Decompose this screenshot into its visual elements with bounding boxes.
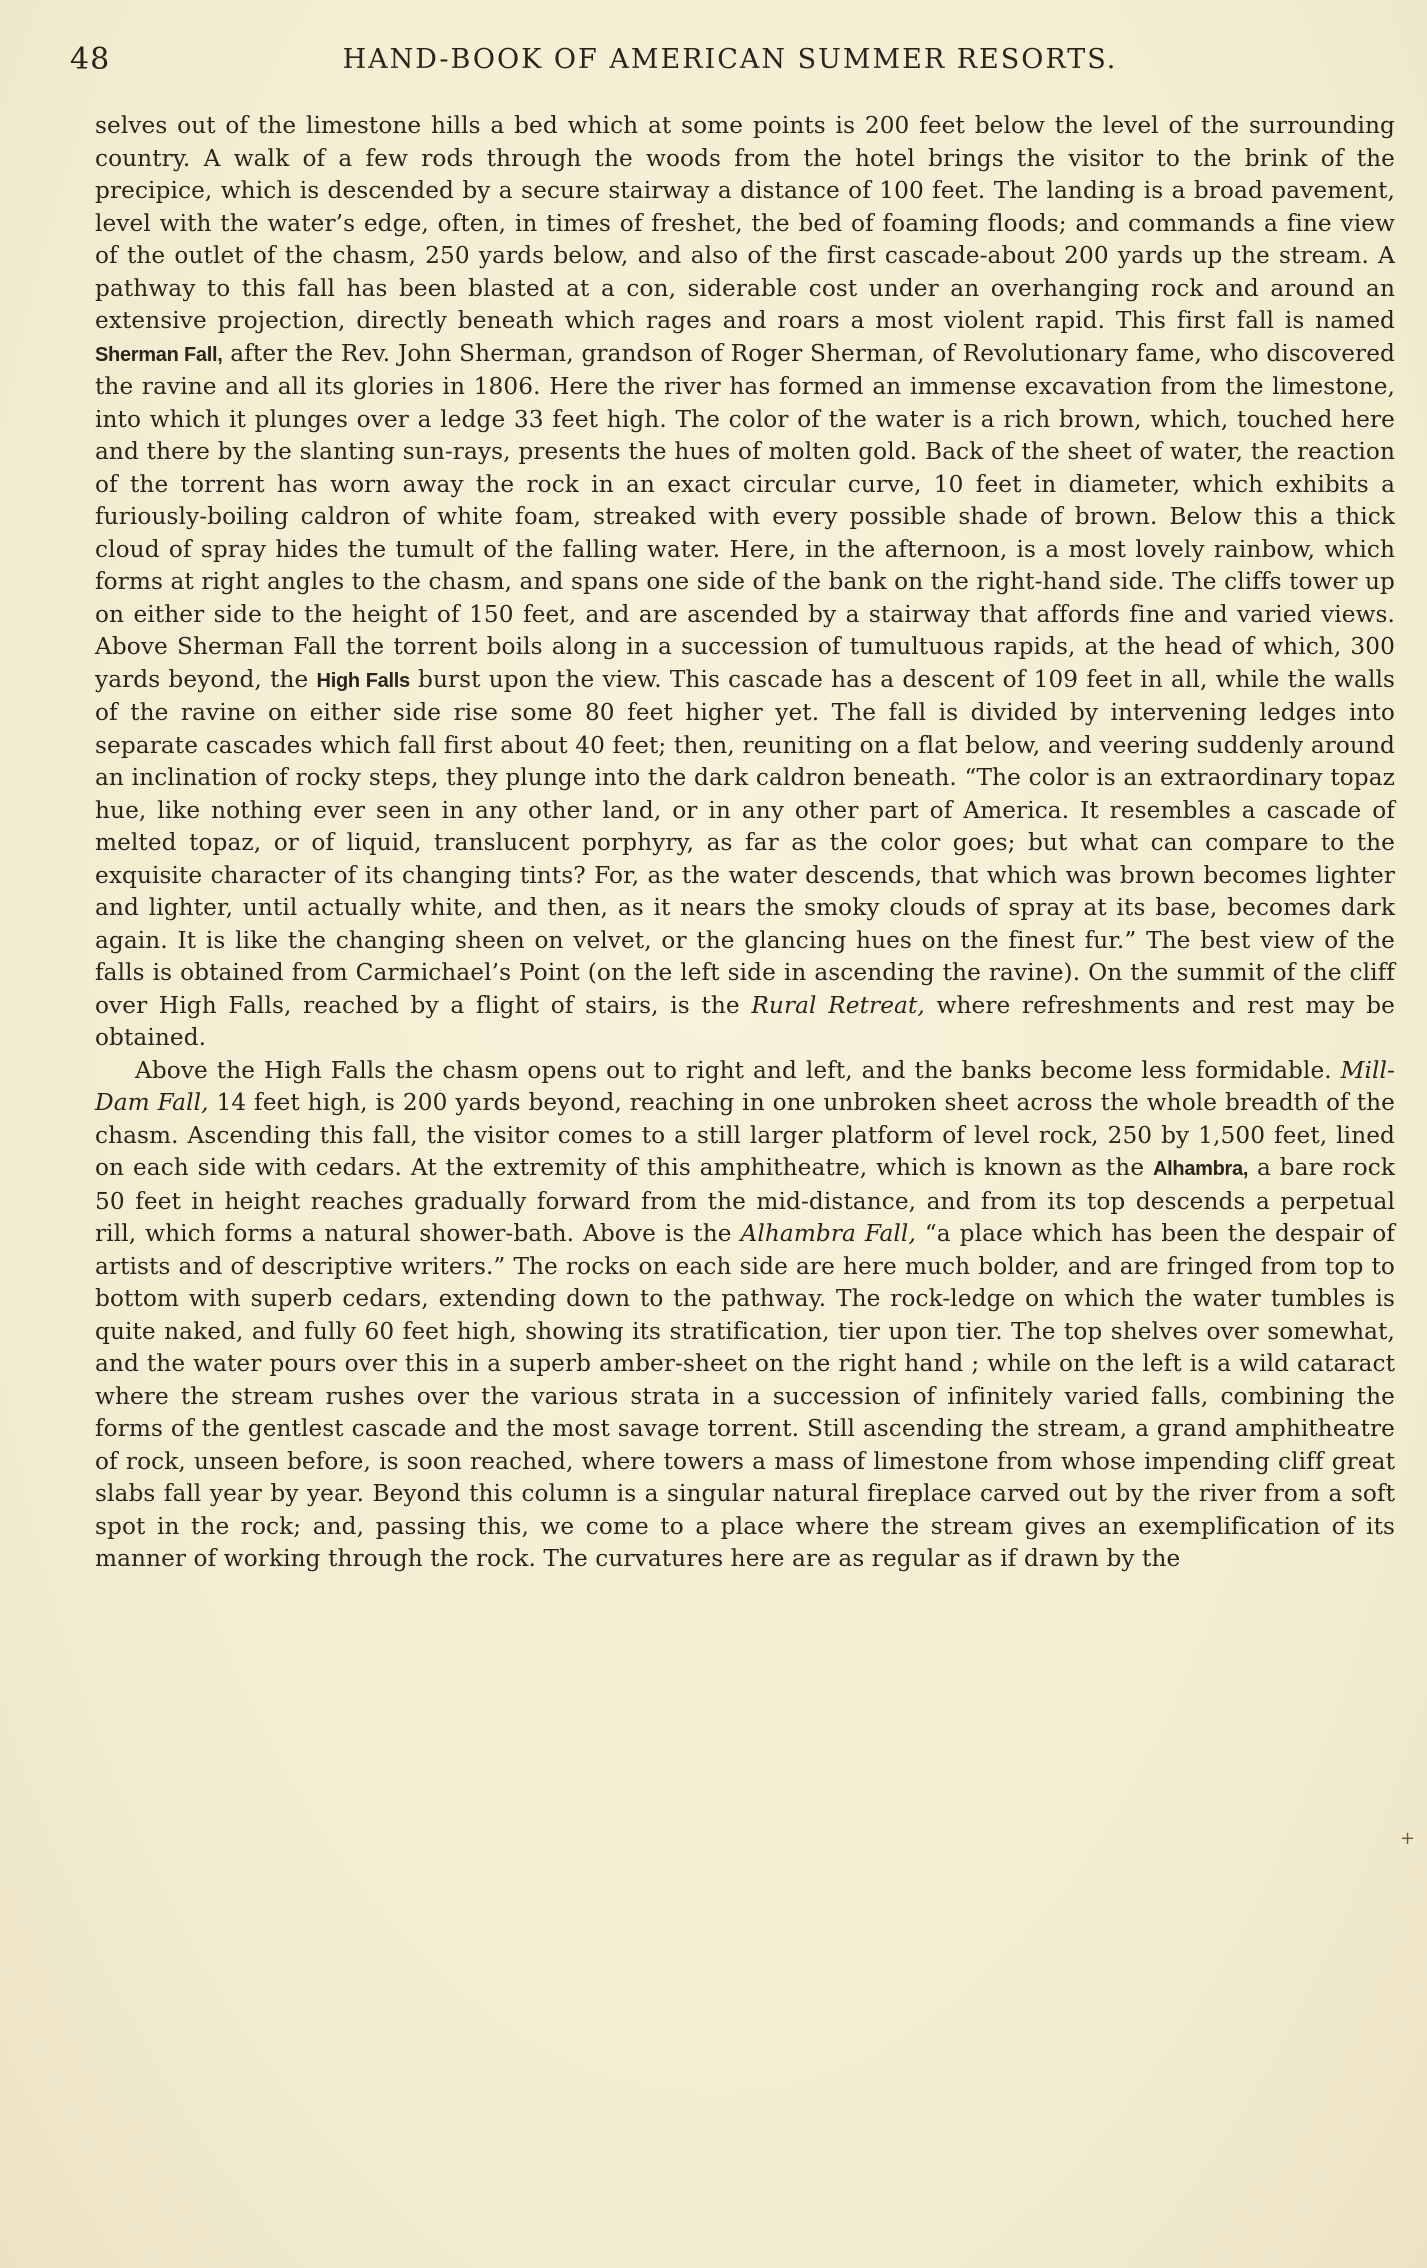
body-text <box>95 110 1395 1576</box>
text-run: 14 feet high, is 200 yards beyond, reaching in one unbroken sheet across the whole breadth of the chasm. Ascending this fall, the visitor comes to a still larger platform of level rock, 250 by 1,500 feet, lined on each side with cedars. At the extremity of this amphitheatre, which is known as the <box>95 1089 1395 1181</box>
margin-mark: + <box>1400 1828 1416 1849</box>
paragraph <box>95 110 1395 1055</box>
emphasized-name: Rural Retreat, <box>751 991 925 1019</box>
text-run: after the Rev. John Sherman, grandson of Roger Sherman, of Revolutionary fame, who discovered the ravine and all its glories in 1806. Here the river has formed an immense excavation from the limestone, into which it plunges over a ledge 33 feet high. The color of the water is a rich brown, which, touched here and there by the slanting sun-rays, presents the hues of molten gold. Back of the sheet of water, the reaction of the torrent has worn away the rock in an exact circular curve, 10 feet in diameter, which exhibits a furiously-boiling caldron of white foam, streaked with every possible shade of brown. Below this a thick cloud of spray hides the tumult of the falling water. Here, in the afternoon, is a most lovely rainbow, which forms at right angles to the chasm, and spans one side of the bank on the right-hand side. The cliffs tower up on either side to the height of 150 feet, and are ascended by a stairway that affords fine and varied views. Above Sherman Fall the torrent boils along in a succession of tumultuous rapids, at the head of which, 300 yards beyond, the <box>95 339 1395 693</box>
place-name: Sherman Fall, <box>95 343 223 366</box>
emphasized-name: Alhambra Fall, <box>740 1220 916 1247</box>
paragraph <box>95 1055 1395 1576</box>
text-run: “a place which has been the despair of artists and of descriptive writers.” The rocks on each side are here much bolder, and are fringed from top to bottom with superb cedars, extending down to the pathway. The rock-ledge on which the water tumbles is quite naked, and fully 60 feet high, showing its stratification, tier upon tier. The top shelves over somewhat, and the water pours over this in a superb amber-sheet on the right hand ; while on the left is a wild cataract where the stream rushes over the various strata in a succession of infinitely varied falls, combining the forms of the gentlest cascade and the most savage torrent. Still ascending the stream, a grand amphitheatre of rock, unseen before, is soon reached, where towers a mass of limestone from whose impending cliff great slabs fall year by year. Beyond this column is a singular natural fireplace carved out by the river from a soft spot in the rock; and, passing this, we come to a place where the stream gives an exemplification of its manner of working through the rock. The curvatures here are as regular as if drawn by the <box>95 1220 1395 1572</box>
running-title: HAND-BOOK OF AMERICAN SUMMER RESORTS. <box>342 44 1118 75</box>
emphasized-name: Mill-Dam Fall, <box>95 1056 1395 1116</box>
text-run: burst upon the view. This cascade has a descent of 109 feet in all, while the walls of the ravine on either side rise some 80 feet higher yet. The fall is divided by intervening ledges into separate cascades which fall first about 40 feet; then, reuniting on a flat below, and veering suddenly around an inclination of rocky steps, they plunge into the dark caldron beneath. “The color is an extraordinary topaz hue, like nothing ever seen in any other land, or in any other part of America. It resembles a cascade of melted topaz, or of liquid, translucent porphyry, as far as the color goes; but what can compare to the exquisite character of its changing tints? For, as the water descends, that which was brown becomes lighter and lighter, until actually white, and then, as it nears the smoky clouds of spray at its base, becomes dark again. It is like the changing sheen on velvet, or the glancing hues on the finest fur.” The best view of the falls is obtained from Carmichael’s Point (on the left side in ascending the ravine). On the summit of the cliff over High Falls, reached by a flight of stairs, is the <box>95 665 1395 1019</box>
text-run: Above the High Falls the chasm opens out to right and left, and the banks become less formidable. <box>135 1056 1341 1084</box>
page-header <box>70 42 1390 82</box>
place-name: High Falls <box>316 669 410 692</box>
place-name: Alhambra, <box>1153 1158 1249 1180</box>
text-run: a bare rock 50 feet in height reaches gradually forward from the mid-distance, and from its top descends a perpetual rill, which forms a natural shower-bath. Above is the <box>95 1154 1395 1247</box>
text-run: selves out of the limestone hills a bed which at some points is 200 feet below the level of the surrounding country. A walk of a few rods through the woods from the hotel brings the visitor to the brink of the precipice, which is descended by a secure stairway a distance of 100 feet. The landing is a broad pavement, level with the water’s edge, often, in times of freshet, the bed of foaming floods; and commands a fine view of the outlet of the chasm, 250 yards below, and also of the first cascade-about 200 yards up the stream. A pathway to this fall has been blasted at a con, siderable cost under an overhanging rock and around an extensive projection, directly beneath which rages and roars a most violent rapid. This first fall is named <box>95 112 1395 334</box>
page-number: 48 <box>70 42 111 77</box>
text-run: where refreshments and rest may be obtained. <box>95 991 1395 1051</box>
